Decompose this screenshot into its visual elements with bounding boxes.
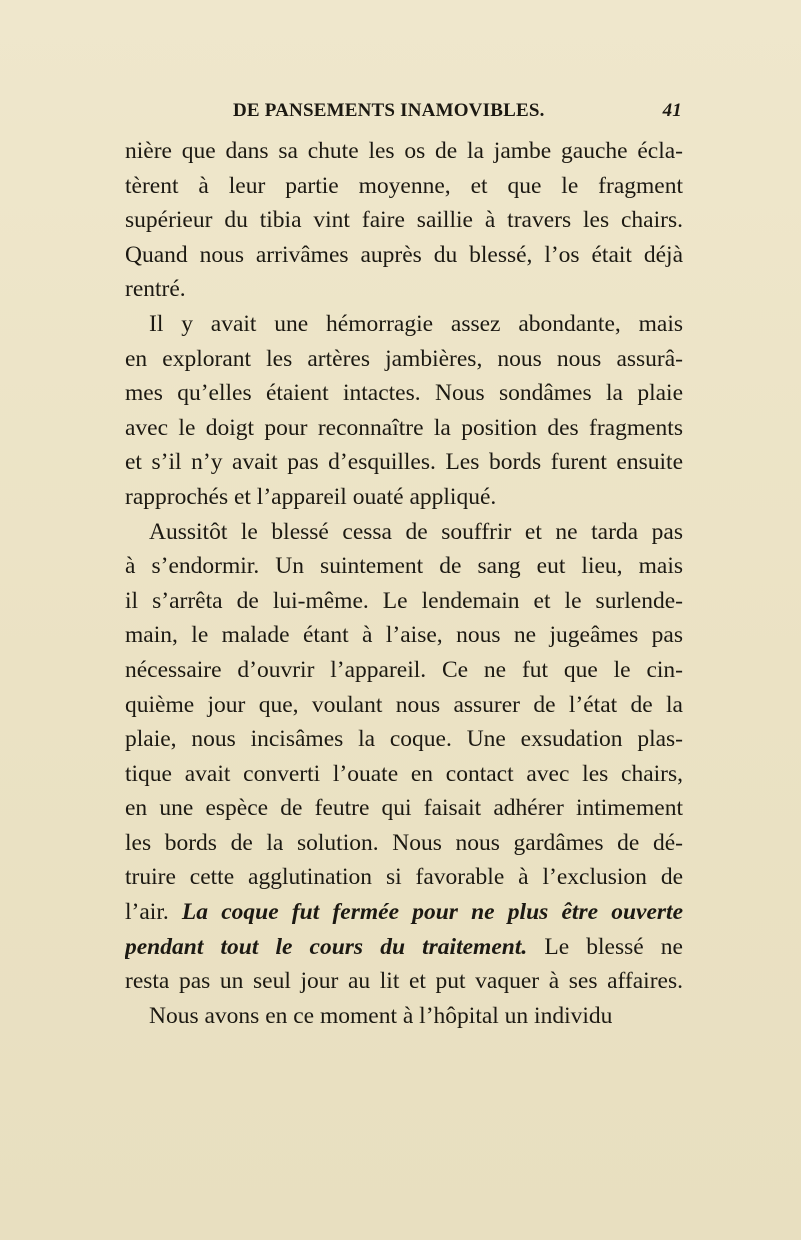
text-line: en une espèce de feutre qui faisait adhérer intimement (125, 795, 683, 822)
text-line: nière que dans sa chute les os de la jambe gauche écla- (125, 138, 683, 164)
body-text (125, 134, 683, 1033)
text-line: resta pas un seul jour au lit et put vaquer à ses affaires. (125, 968, 683, 995)
text-line: main, le malade étant à l’aise, nous ne jugeâmes pas (125, 622, 683, 649)
text-line: Il y avait une hémorragie assez abondante, mais (149, 310, 683, 337)
italic-passage-end: pendant tout le cours du traitement. (125, 933, 528, 960)
text-line: en explorant les artères jambières, nous nous assurâ- (125, 345, 683, 372)
text-line: à s’endormir. Un suintement de sang eut lieu, mais (125, 553, 683, 580)
text-line: tèrent à leur partie moyenne, et que le fragment (125, 172, 683, 199)
text-segment: Le blessé ne (527, 933, 683, 960)
text-line: quième jour que, voulant nous assurer de l’état de la (125, 691, 683, 718)
text-line: et s’il n’y avait pas d’esquilles. Les bords furent ensuite (125, 449, 683, 476)
text-line: truire cette agglutination si favorable à l’exclusion de (125, 864, 683, 891)
text-line: il s’arrêta de lui-même. Le lendemain et le surlende- (125, 587, 683, 614)
text-line: rapprochés et l’appareil ouaté appliqué. (125, 483, 497, 510)
text-line: les bords de la solution. Nous nous gardâmes de dé- (125, 829, 683, 856)
text-line: plaie, nous incisâmes la coque. Une exsudation plas- (125, 726, 683, 753)
text-line: supérieur du tibia vint faire saillie à travers les chairs. (125, 207, 683, 234)
text-line: tique avait converti l’ouate en contact avec les chairs, (125, 760, 683, 787)
text-line: Nous avons en ce moment à l’hôpital un individu (149, 1002, 613, 1029)
text-line: nécessaire d’ouvrir l’appareil. Ce ne fut que le cin- (125, 656, 683, 683)
text-line-mixed (125, 930, 683, 965)
text-line: rentré. (125, 276, 186, 303)
running-title: DE PANSEMENTS INAMOVIBLES. (233, 100, 545, 121)
text-line: Quand nous arrivâmes auprès du blessé, l’os était déjà (125, 241, 683, 268)
italic-passage: La coque fut fermée pour ne plus être ouverte (181, 899, 683, 926)
text-line: Aussitôt le blessé cessa de souffrir et ne tarda pas (149, 518, 683, 545)
page-number: 41 (662, 100, 682, 121)
text-line-mixed (125, 895, 683, 930)
running-head (125, 100, 682, 126)
text-segment: l’air. (125, 899, 182, 926)
text-line: mes qu’elles étaient intactes. Nous sondâmes la plaie (125, 380, 683, 407)
text-line: avec le doigt pour reconnaître la position des fragments (125, 414, 683, 441)
